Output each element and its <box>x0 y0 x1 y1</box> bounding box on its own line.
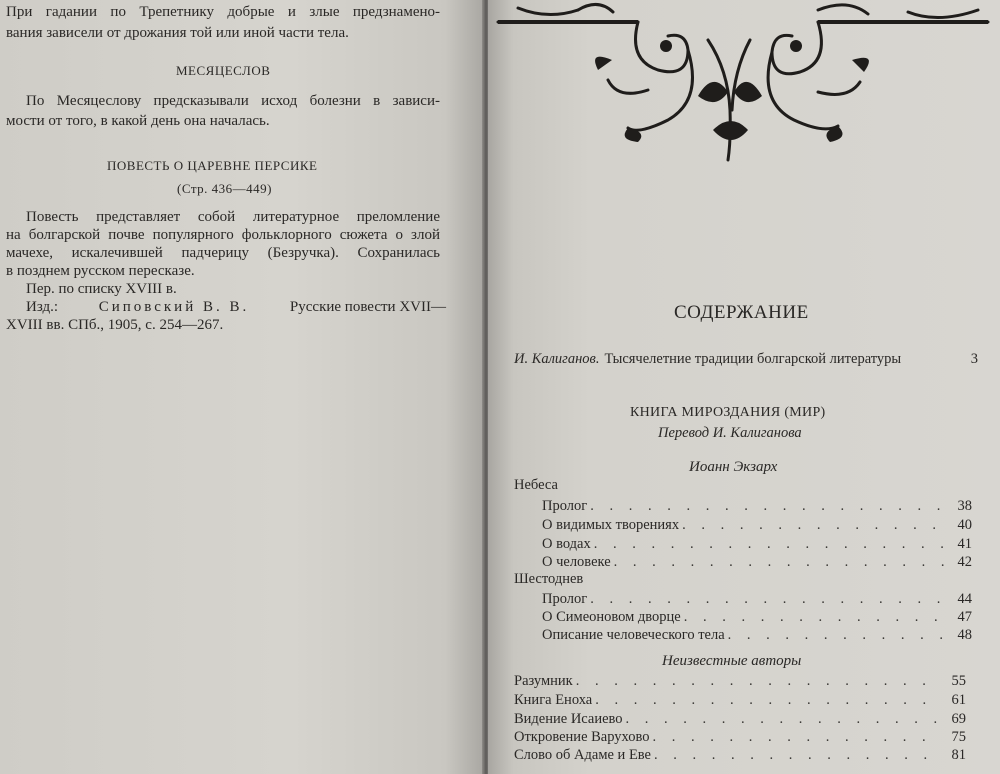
heading-mesyaceslov: МЕСЯЦЕСЛОВ <box>176 63 271 78</box>
toc-page: 44 <box>957 591 972 607</box>
leader-dots <box>626 710 940 728</box>
toc-page: 61 <box>951 692 966 708</box>
left-page <box>0 0 484 774</box>
leader-dots <box>654 746 940 764</box>
toc-label: Пролог <box>542 498 588 514</box>
toc-row <box>514 672 966 690</box>
leader-dots <box>682 516 946 534</box>
toc-page: 75 <box>951 729 966 745</box>
para1-line1: При гадании по Трепетнику добрые и злые предзнамено- <box>6 4 440 20</box>
author-ioann: Иоанн Экзарх <box>689 459 778 475</box>
toc-row <box>542 608 972 626</box>
para3-line1: Повесть представляет собой литературное преломление <box>26 209 440 225</box>
para3-line4: в позднем русском пересказе. <box>6 263 195 279</box>
para5-author: Сиповский В. В. <box>98 299 250 315</box>
intro-author: И. Калиганов. <box>514 351 600 367</box>
translation-credit: Перевод И. Калиганова <box>658 425 802 441</box>
toc-label: Разумник <box>514 673 573 689</box>
toc-row <box>514 710 966 728</box>
toc-row <box>542 535 972 553</box>
toc-page: 40 <box>957 517 972 533</box>
toc-row <box>542 626 972 644</box>
toc-row <box>542 553 972 571</box>
para3-line3: мачехе, искалечившей падчерицу (Безручка). Сохранилась <box>6 245 440 261</box>
leader-dots <box>594 535 946 553</box>
leader-dots <box>653 728 941 746</box>
book-title: КНИГА МИРОЗДАНИЯ (МИР) <box>630 405 826 420</box>
toc-intro-row <box>514 350 978 368</box>
toc-label: Книга Еноха <box>514 692 593 708</box>
intro-page: 3 <box>970 351 978 367</box>
toc-label: Пролог <box>542 591 588 607</box>
para2-line1: По Месяцеслову предсказывали исход болезни в зависи- <box>26 93 440 109</box>
toc-page: 55 <box>951 673 966 689</box>
toc-label: О водах <box>542 536 591 552</box>
toc-page: 48 <box>957 627 972 643</box>
toc-page: 38 <box>957 498 972 514</box>
leader-dots <box>728 626 946 644</box>
para5-rest: Русские повести XVII— <box>289 299 446 315</box>
section-nebesa: Небеса <box>514 477 558 493</box>
toc-row <box>514 691 966 709</box>
heading-povest: ПОВЕСТЬ О ЦАРЕВНЕ ПЕРСИКЕ <box>107 158 318 173</box>
unknown-authors-header: Неизвестные авторы <box>662 653 802 669</box>
toc-label: Описание человеческого тела <box>542 627 725 643</box>
toc-row <box>542 516 972 534</box>
toc-page: 41 <box>957 536 972 552</box>
toc-page: 42 <box>957 554 972 570</box>
toc-page: 47 <box>957 609 972 625</box>
para5-prefix: Изд.: <box>26 299 59 315</box>
leader-dots <box>590 497 946 515</box>
toc-label: Видение Исаиево <box>514 711 623 727</box>
floral-ornament-icon <box>488 0 1000 170</box>
pages-ref: (Стр. 436—449) <box>177 181 272 196</box>
right-page <box>488 0 1000 774</box>
toc-page: 69 <box>951 711 966 727</box>
para2-line2: мости от того, в какой день она началась. <box>6 113 270 129</box>
toc-label: О человеке <box>542 554 611 570</box>
leader-dots <box>595 691 940 709</box>
toc-label: О Симеоновом дворце <box>542 609 681 625</box>
para5-line1 <box>26 298 446 316</box>
para5-line2: XVIII вв. СПб., 1905, с. 254—267. <box>6 317 224 333</box>
para3-line2: на болгарской почве популярного фольклорного сюжета о злой <box>6 227 440 243</box>
intro-text: Тысячелетние традиции болгарской литературы <box>604 351 902 367</box>
leader-dots <box>576 672 940 690</box>
leader-dots <box>590 590 946 608</box>
toc-label: Откровение Варухово <box>514 729 650 745</box>
toc-row <box>542 590 972 608</box>
toc-row <box>514 728 966 746</box>
section-shestodnev: Шестоднев <box>514 571 584 587</box>
leader-dots <box>684 608 946 626</box>
toc-row <box>542 497 972 515</box>
toc-label: О видимых творениях <box>542 517 680 533</box>
toc-label: Слово об Адаме и Еве <box>514 747 651 763</box>
leader-dots <box>614 553 946 571</box>
para1-line2: вания зависели от дрожания той или иной части тела. <box>6 25 349 41</box>
para4: Пер. по списку XVIII в. <box>26 281 177 297</box>
toc-page: 81 <box>951 747 966 763</box>
page-title: СОДЕРЖАНИЕ <box>674 302 809 323</box>
toc-row <box>514 746 966 764</box>
